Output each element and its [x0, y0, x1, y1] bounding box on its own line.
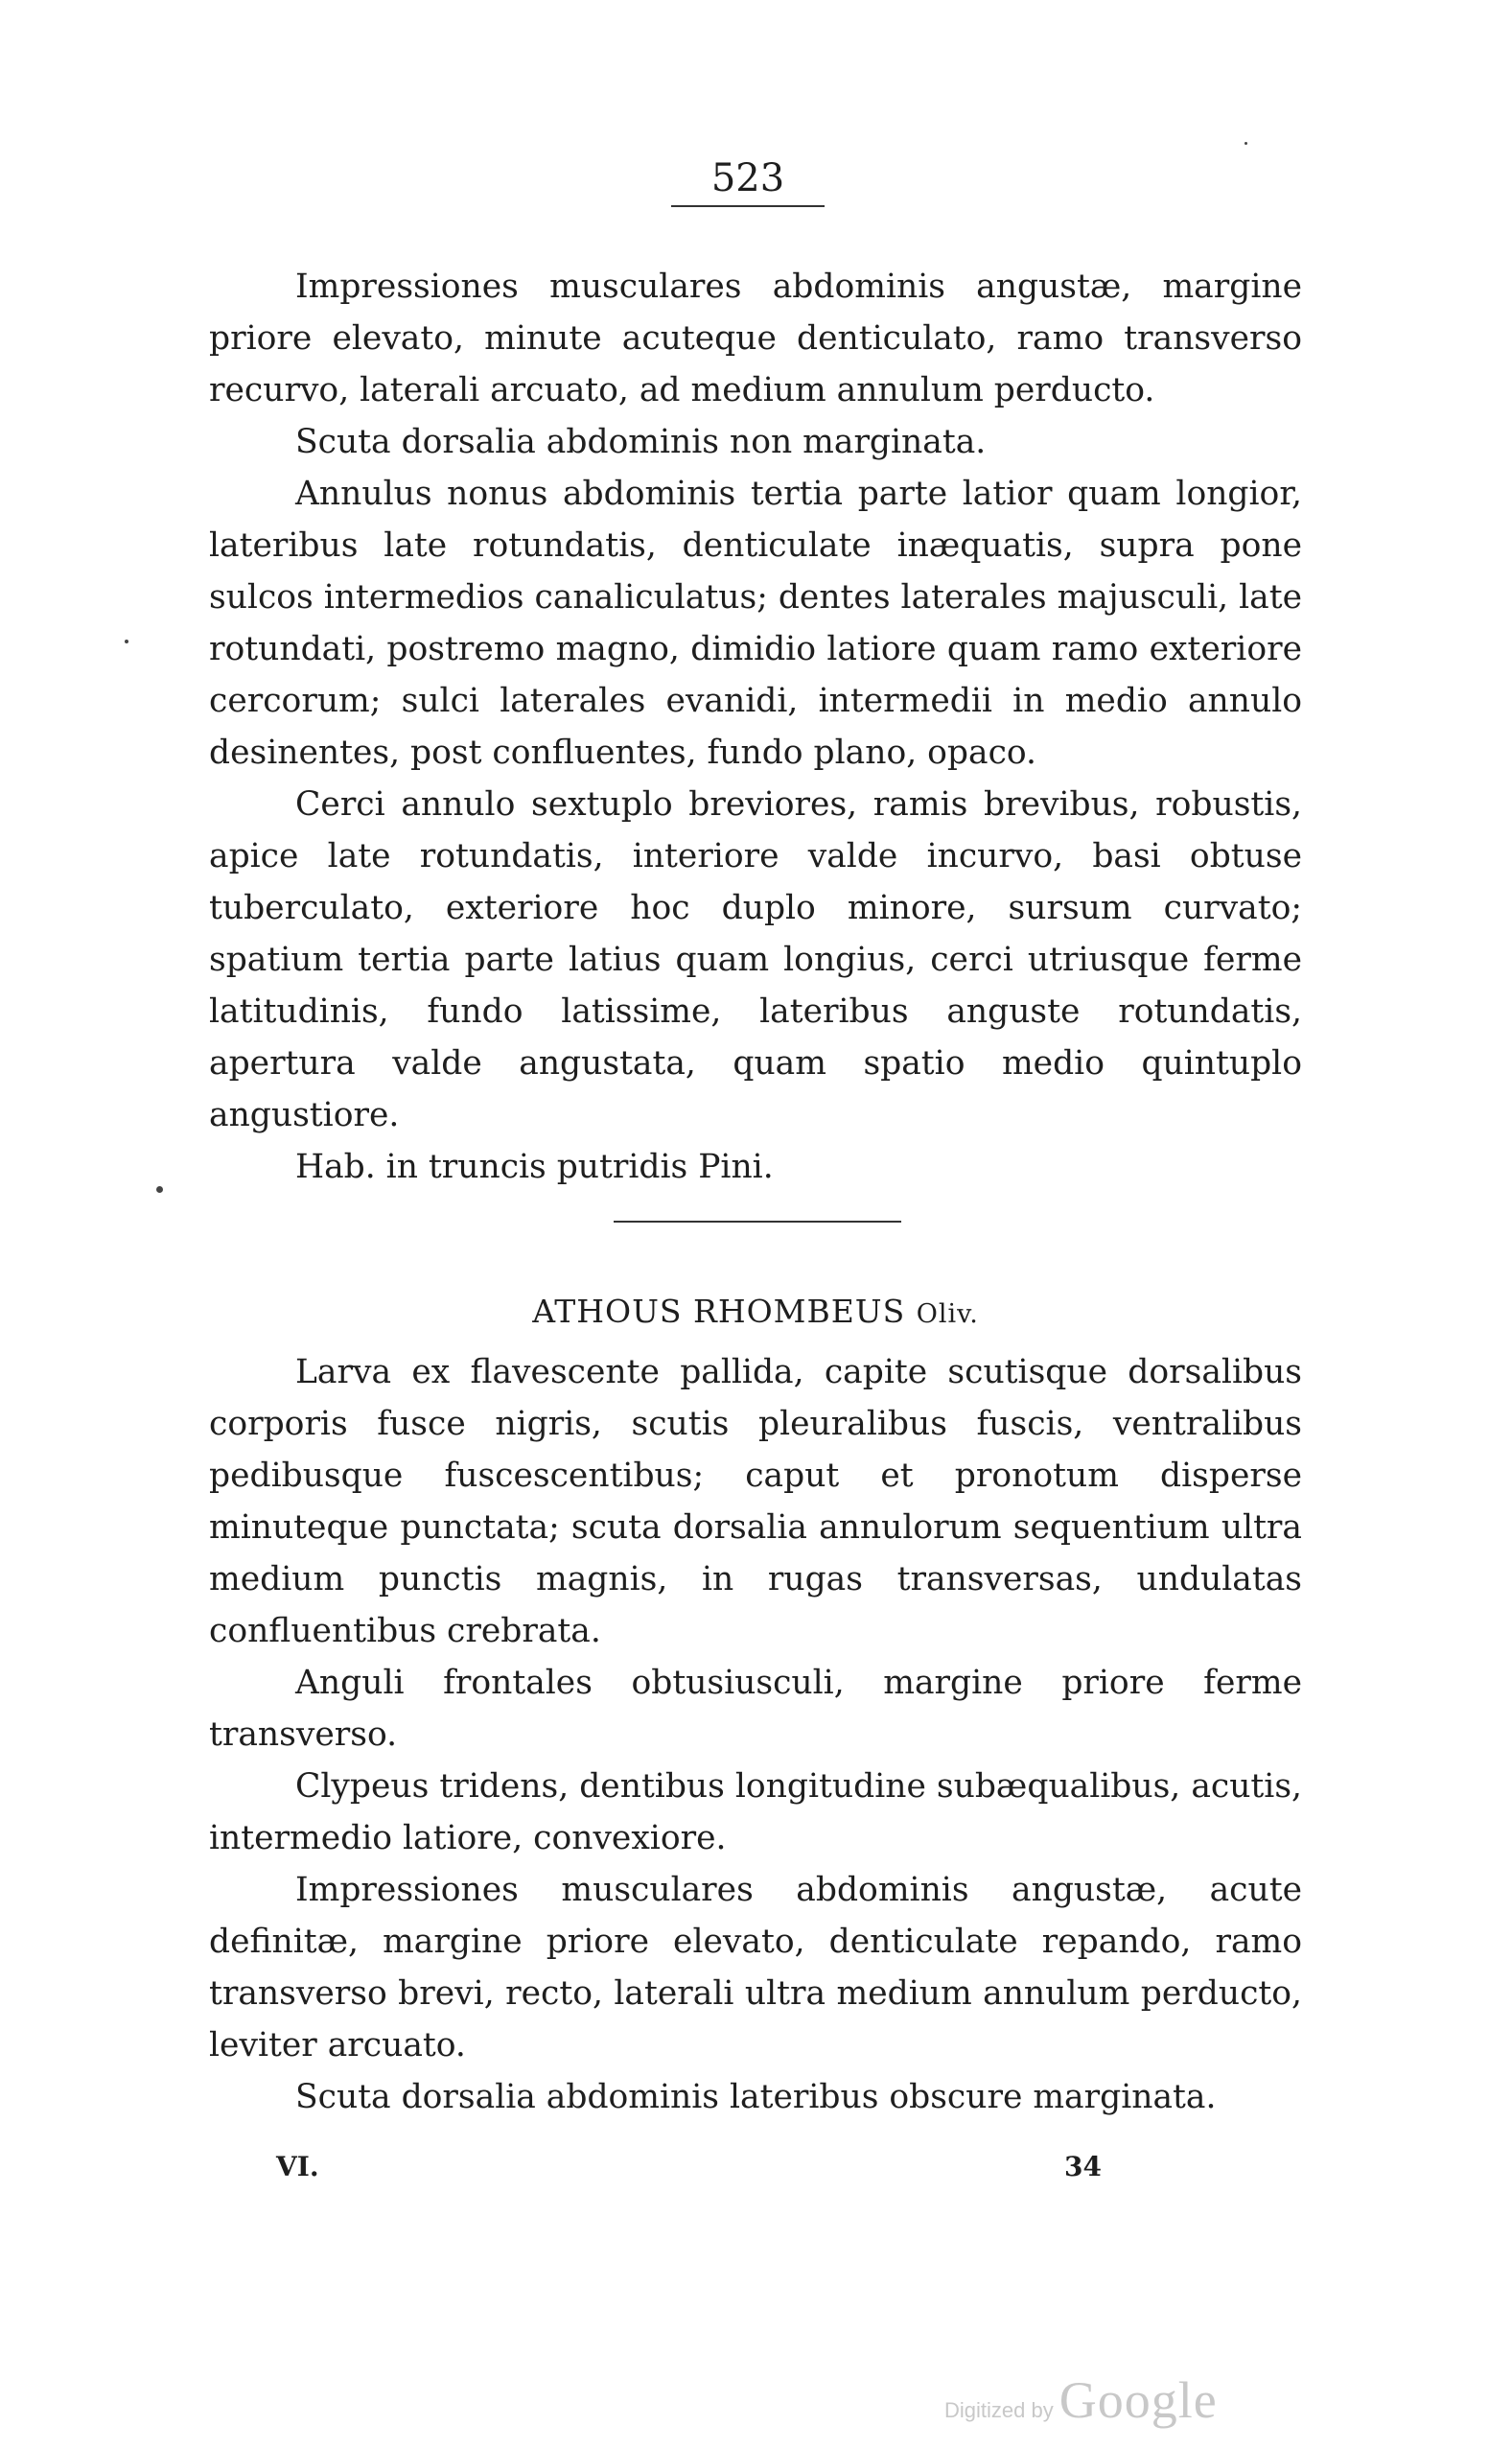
- page-number: 523: [671, 155, 825, 207]
- paragraph: Annulus nonus abdominis tertia parte latior quam longior, lateribus late rotundatis, denticulate inæquatis, supra pone sulcos intermedios canaliculatus; dentes laterales majusculi, late rotundati, postremo magno, dimidio latiore quam ramo exteriore cercorum; sulci laterales evanidi, intermedii in medio annulo desinentes, post confluentes, fundo plano, opaco.: [209, 475, 1302, 772]
- bottom-text-block: [209, 1346, 1302, 2123]
- paragraph: Scuta dorsalia abdominis non marginata.: [295, 423, 987, 461]
- watermark-prefix: Digitized by: [944, 2398, 1054, 2422]
- paragraph: Scuta dorsalia abdominis lateribus obscure marginata.: [295, 2078, 1217, 2116]
- paragraph: Clypeus tridens, dentibus longitudine subæqualibus, acutis, intermedio latiore, convexiore.: [209, 1767, 1302, 1857]
- paragraph: Impressiones musculares abdominis angustæ, margine priore elevato, minute acuteque denticulato, ramo transverso recurvo, laterali arcuato, ad medium annulum perducto.: [209, 268, 1302, 409]
- ink-speck: [125, 640, 128, 643]
- paragraph: Hab. in truncis putridis Pini.: [295, 1148, 774, 1186]
- section-divider: [614, 1221, 901, 1223]
- top-text-block: [209, 261, 1302, 1193]
- species-heading: [209, 1291, 1302, 1336]
- species-name: ATHOUS RHOMBEUS: [532, 1293, 906, 1330]
- paragraph: Cerci annulo sextuplo breviores, ramis brevibus, robustis, apice late rotundatis, interiore valde incurvo, basi obtuse tuberculato, exteriore hoc duplo minore, sursum curvato; spatium tertia parte latius quam longius, cerci utriusque ferme latitudinis, fundo latissime, lateribus anguste rotundatis, apertura valde angustata, quam spatio medio quintuplo angustiore.: [209, 785, 1302, 1134]
- paragraph: Larva ex flavescente pallida, capite scutisque dorsalibus corporis fusce nigris, scutis pleuralibus fuscis, ventralibus pedibusque fuscescentibus; caput et pronotum disperse minuteque punctata; scuta dorsalia annulorum sequentium ultra medium punctis magnis, in rugas transversas, undulatas confluentibus crebrata.: [209, 1353, 1302, 1650]
- signature-mark: VI.: [276, 2151, 319, 2182]
- sheet-number: 34: [1064, 2151, 1102, 2182]
- google-logo: Google: [1058, 2371, 1218, 2429]
- digitized-watermark: [944, 2370, 1218, 2428]
- paragraph: Impressiones musculares abdominis angustæ, acute definitæ, margine priore elevato, denticulate repando, ramo transverso brevi, recto, laterali ultra medium annulum perducto, leviter arcuato.: [209, 1871, 1302, 2064]
- species-author: Oliv.: [916, 1299, 979, 1329]
- paragraph: Anguli frontales obtusiusculi, margine priore ferme transverso.: [209, 1664, 1302, 1754]
- ink-speck: [156, 1186, 163, 1193]
- ink-speck: [1244, 142, 1247, 145]
